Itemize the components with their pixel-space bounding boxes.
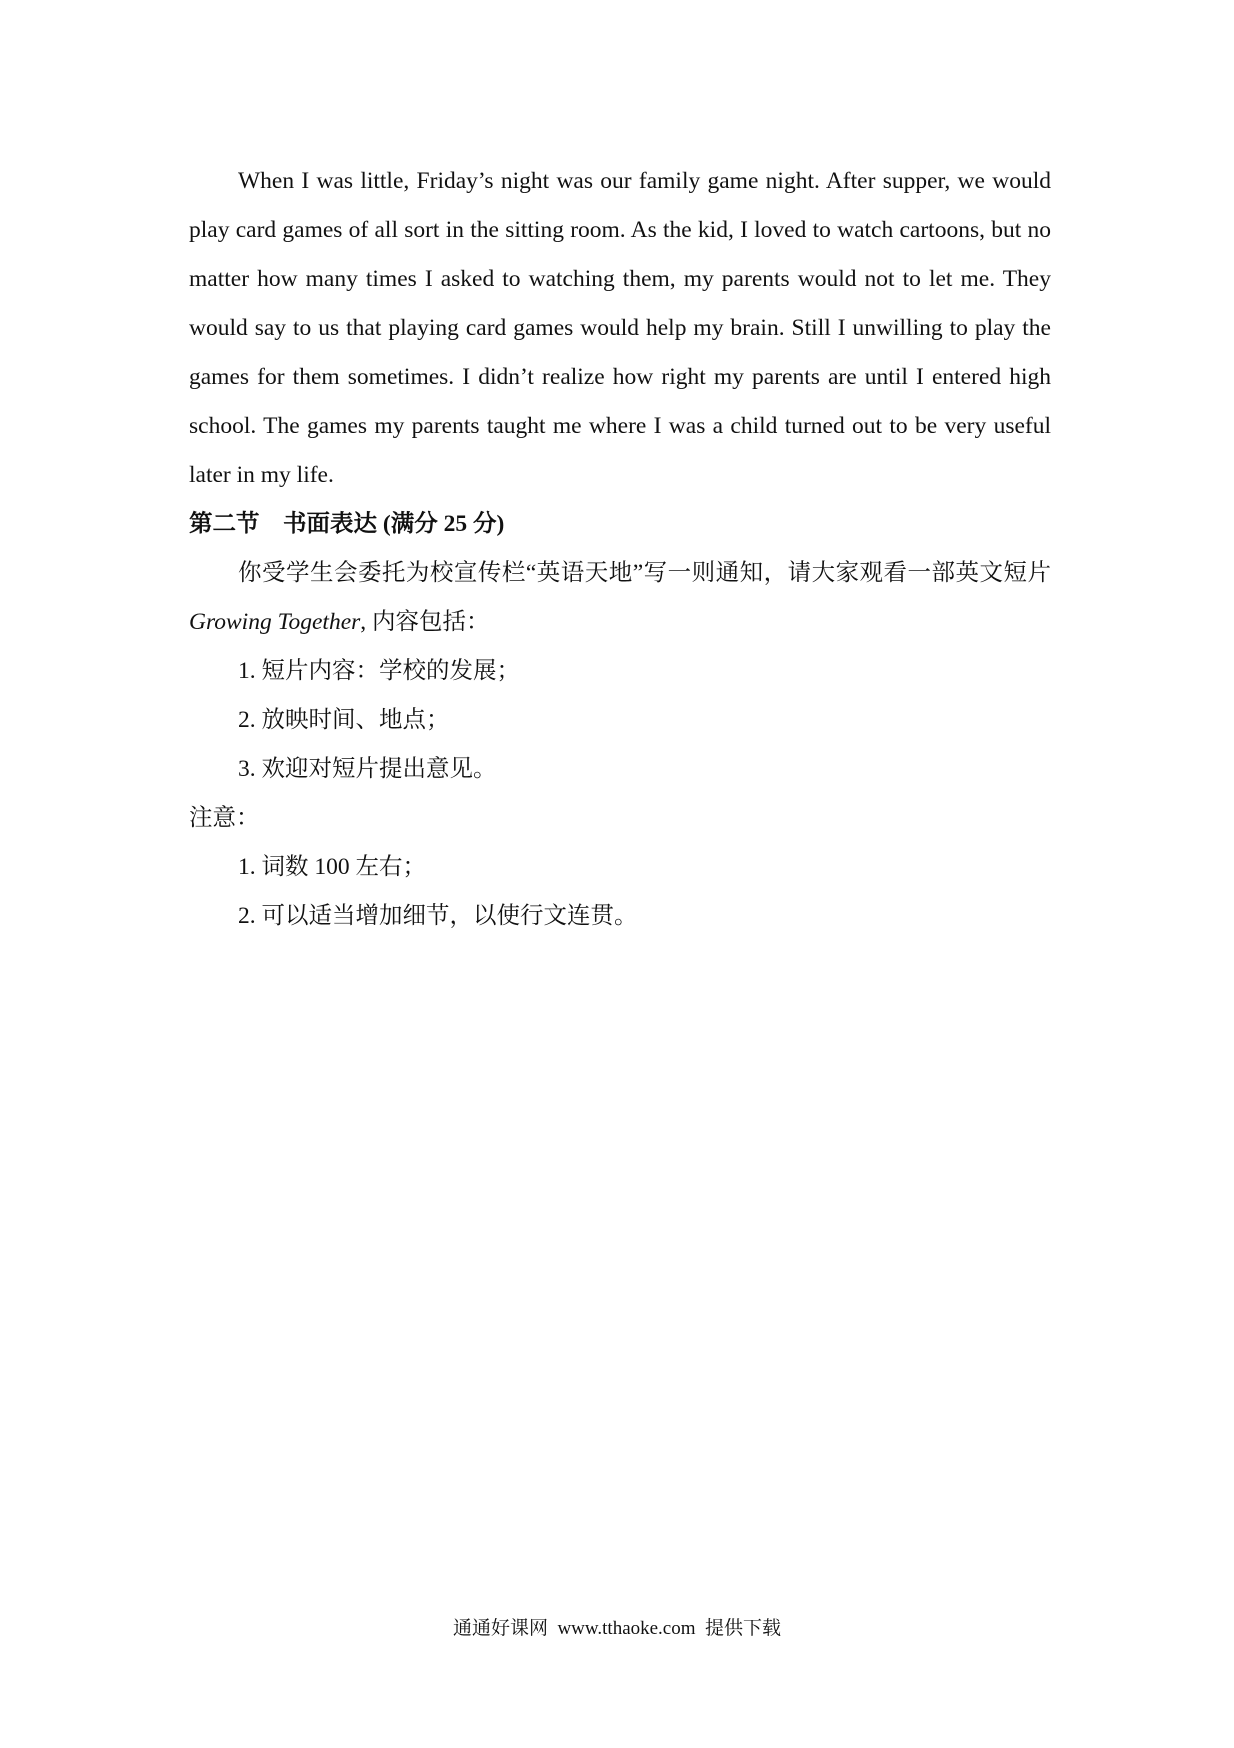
prompt-text-before: 你受学生会委托为校宣传栏“英语天地”写一则通知，请大家观看一部英文短片 [238, 560, 1051, 586]
footer-watermark: 通通好课网 www.tthaoke.com 提供下载 [452, 1618, 782, 1639]
content-item-2: 2. 放映时间、地点； [238, 707, 450, 733]
content-item-1: 1. 短片内容：学校的发展； [238, 658, 520, 684]
film-title: Growing Together [189, 609, 361, 635]
writing-section [189, 500, 1051, 941]
section-title: 第二节 书面表达 (满分 25 分) [189, 511, 505, 537]
content-item-3: 3. 欢迎对短片提出意见。 [238, 756, 497, 782]
essay-paragraph: When I was little, Friday’s night was our family game night. After supper, we would play card games of all sort in the sitting room. As the kid, I loved to watch cartoons, but no matter how many times I asked to watching them, my parents would not to let me. They would say to us that playing card games would help my brain. Still I unwilling to play the games for them sometimes. I didn’t realize how right my parents are until I entered high school. The games my parents taught me where I was a child turned out to be very useful later in my life. [189, 168, 1051, 488]
writing-prompt [189, 549, 1051, 647]
essay-block [189, 157, 1051, 500]
prompt-text-after: , 内容包括： [360, 609, 490, 635]
note-label: 注意： [189, 805, 260, 831]
note-item-2: 2. 可以适当增加细节，以使行文连贯。 [238, 903, 638, 929]
note-item-1: 1. 词数 100 左右； [238, 854, 426, 880]
